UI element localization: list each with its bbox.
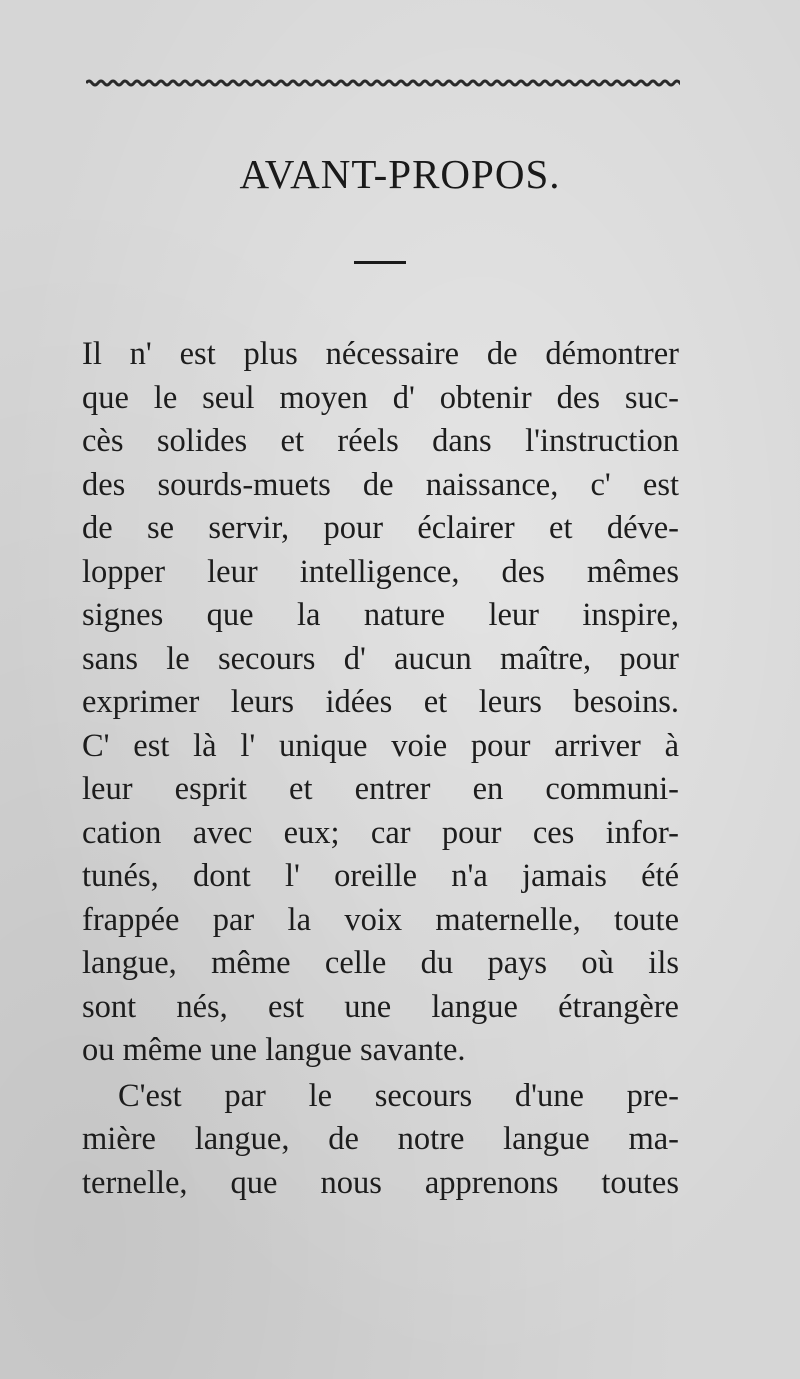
text-line: sont nés, est une langue étrangère — [82, 988, 679, 1025]
text-line: des sourds-muets de naissance, c' est — [82, 466, 679, 503]
text-line: cès solides et réels dans l'instruction — [82, 423, 679, 459]
text-line: exprimer leurs idées et leurs besoins. — [82, 684, 679, 720]
text-line: que le seul moyen d' obtenir des suc- — [82, 379, 679, 416]
body-text — [82, 333, 679, 1205]
text-line: ternelle, que nous apprenons toutes — [82, 1164, 679, 1201]
text-line: cation avec eux; car pour ces infor- — [82, 814, 679, 851]
text-line: lopper leur intelligence, des mêmes — [82, 553, 679, 590]
text-line: langue, même celle du pays où ils — [82, 945, 679, 981]
text-line: Il n' est plus nécessaire de démontrer — [82, 336, 679, 372]
text-line: leur esprit et entrer en communi- — [82, 771, 679, 807]
ornament-wave-line — [86, 76, 680, 90]
text-line: signes que la nature leur inspire, — [82, 597, 679, 633]
text-line: C' est là l' unique voie pour arriver à — [82, 727, 679, 764]
text-line: tunés, dont l' oreille n'a jamais été — [82, 858, 679, 894]
title-rule — [354, 261, 406, 264]
text-line: C'est par le secours d'une pre- — [118, 1077, 679, 1114]
text-line: sans le secours d' aucun maître, pour — [82, 640, 679, 677]
header-ornament — [86, 76, 680, 90]
text-line: mière langue, de notre langue ma- — [82, 1121, 679, 1157]
text-line: ou même une langue savante. — [82, 1032, 466, 1068]
text-line: de se servir, pour éclairer et déve- — [82, 510, 679, 546]
page-title: AVANT-PROPOS. — [239, 151, 561, 197]
text-line: frappée par la voix maternelle, toute — [82, 901, 679, 938]
